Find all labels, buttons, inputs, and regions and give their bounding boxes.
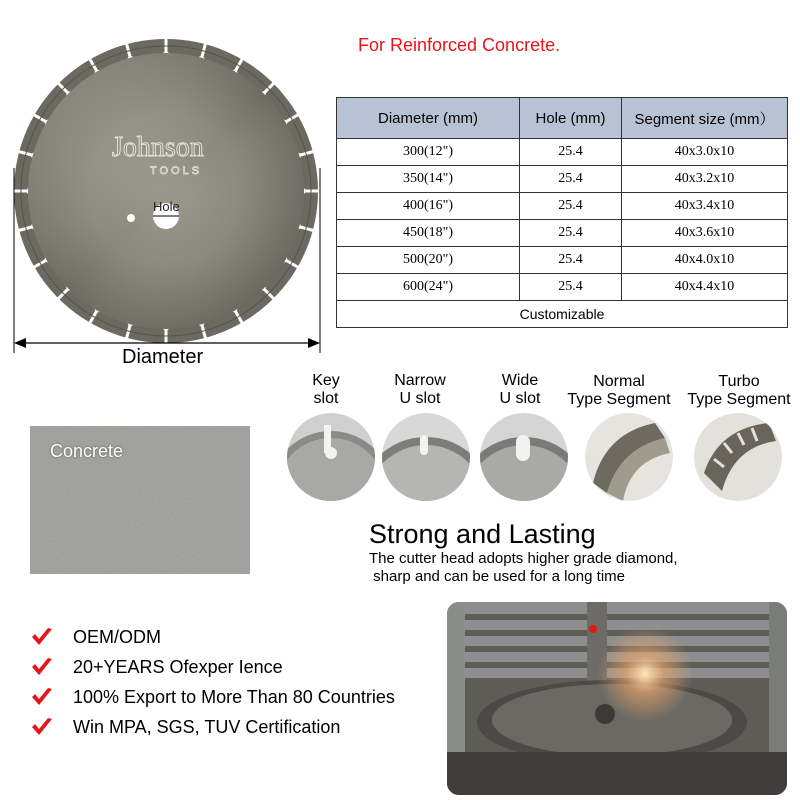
cell-diameter: 300(12") xyxy=(337,139,520,166)
table-footer-row xyxy=(337,301,788,328)
cell-hole: 25.4 xyxy=(520,274,622,301)
table-row xyxy=(337,139,788,166)
narrow-u-slot-image xyxy=(382,413,470,501)
header-diameter: Diameter (mm) xyxy=(337,98,520,139)
slot-label-normal-segment: Normal Type Segment xyxy=(567,373,671,408)
cell-segment: 40x3.0x10 xyxy=(622,139,788,166)
cell-hole: 25.4 xyxy=(520,193,622,220)
wide-u-slot-image xyxy=(480,413,568,501)
cell-hole: 25.4 xyxy=(520,139,622,166)
cell-segment: 40x4.4x10 xyxy=(622,274,788,301)
strong-lasting-title: Strong and Lasting xyxy=(369,519,596,549)
table-row xyxy=(337,274,788,301)
cell-diameter: 500(20") xyxy=(337,247,520,274)
cell-hole: 25.4 xyxy=(520,247,622,274)
hole-label: Hole xyxy=(153,199,180,214)
slot-label-wide-u: Wide U slot xyxy=(499,372,541,407)
table-header-row xyxy=(337,98,788,139)
check-icon xyxy=(30,626,54,648)
slot-label-key: Key slot xyxy=(312,372,340,407)
cell-segment: 40x3.2x10 xyxy=(622,166,788,193)
cell-diameter: 350(14") xyxy=(337,166,520,193)
header-hole: Hole (mm) xyxy=(520,98,622,139)
feature-item: 20+YEARS Ofexper Ience xyxy=(73,657,283,677)
table-row xyxy=(337,166,788,193)
cell-hole: 25.4 xyxy=(520,220,622,247)
header-segment-size: Segment size (mm） xyxy=(622,98,788,139)
table-row xyxy=(337,247,788,274)
feature-item: Win MPA, SGS, TUV Certification xyxy=(73,717,341,737)
strong-lasting-description: The cutter head adopts higher grade diamond, sharp and can be used for a long time xyxy=(369,550,678,585)
table-row xyxy=(337,220,788,247)
feature-item: OEM/ODM xyxy=(73,627,161,647)
cell-diameter: 600(24") xyxy=(337,274,520,301)
slot-label-turbo-segment: Turbo Type Segment xyxy=(687,373,791,408)
feature-item: 100% Export to More Than 80 Countries xyxy=(73,687,395,707)
check-icon xyxy=(30,656,54,678)
brand-logo-subtext: TOOLS xyxy=(150,165,203,177)
cell-diameter: 400(16") xyxy=(337,193,520,220)
check-icon xyxy=(30,686,54,708)
cell-diameter: 450(18") xyxy=(337,220,520,247)
cell-segment: 40x3.6x10 xyxy=(622,220,788,247)
cell-hole: 25.4 xyxy=(520,166,622,193)
cutting-test-photo xyxy=(447,602,787,795)
brand-logo-text: Johnson xyxy=(112,132,204,163)
cell-segment: 40x4.0x10 xyxy=(622,247,788,274)
customizable-cell: Customizable xyxy=(337,301,788,328)
cell-segment: 40x3.4x10 xyxy=(622,193,788,220)
turbo-segment-image xyxy=(694,413,782,501)
slot-label-narrow-u: Narrow U slot xyxy=(394,372,446,407)
product-heading: For Reinforced Concrete. xyxy=(358,35,561,55)
diameter-label: Diameter xyxy=(122,346,204,368)
key-slot-image xyxy=(287,413,375,501)
saw-blade-illustration xyxy=(0,28,330,363)
normal-segment-image xyxy=(585,413,673,501)
spec-table xyxy=(336,97,788,328)
saw-blade-graphic xyxy=(0,28,330,363)
concrete-label: Concrete xyxy=(50,441,124,461)
table-row xyxy=(337,193,788,220)
check-icon xyxy=(30,716,54,738)
